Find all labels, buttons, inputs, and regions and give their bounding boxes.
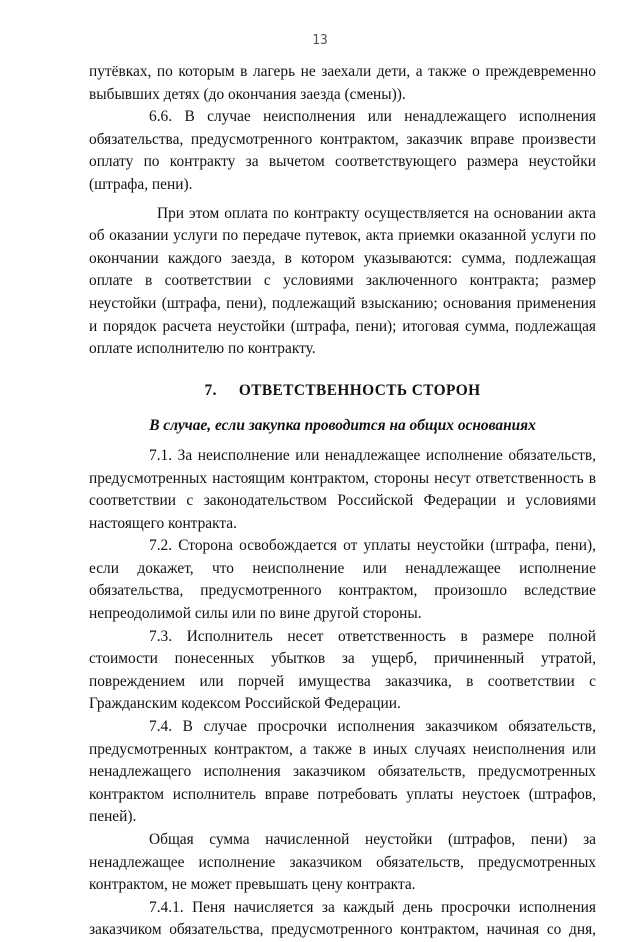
document-body [89, 61, 596, 942]
section-subtitle: В случае, если закупка проводится на общих основаниях [149, 417, 536, 435]
paragraph-7-4-total: Общая сумма начисленной неустойки (штрафов, пени) за ненадлежащее исполнение заказчиком обязательств, предусмотренных контрактом, не может превышать цену контракта. [89, 831, 596, 894]
paragraph-7-4: 7.4. В случае просрочки исполнения заказчиком обязательств, предусмотренных контрактом, а также в иных случаях неисполнения или ненадлежащего исполнения заказчиком обязательств, предусмотренных контрактом исполнитель вправе потребовать уплаты неустоек (штрафов, пеней). [89, 718, 596, 826]
page-number: 13 [312, 33, 328, 48]
paragraph-continuation: путёвках, по которым в лагерь не заехали дети, а также о преждевременно выбывших детях (до окончания заезда (смены)). [89, 63, 596, 103]
paragraph-6-6: 6.6. В случае неисполнения или ненадлежащего исполнения обязательства, предусмотренного контрактом, заказчик вправе произвести оплату по контракту за вычетом соответствующего размера неустойки (штрафа, пени). [89, 108, 596, 193]
paragraph-7-2: 7.2. Сторона освобождается от уплаты неустойки (штрафа, пени), если докажет, что неисполнение или ненадлежащее исполнение обязательства, предусмотренного контрактом, произошло вследствие непреодолимой силы или по вине другой стороны. [89, 537, 596, 623]
paragraph-7-1: 7.1. За неисполнение или ненадлежащее исполнение обязательств, предусмотренных настоящим контрактом, стороны несут ответственность в соответствии с законодательством Российской Федерации и условиями настоящего контракта. [89, 446, 596, 532]
section-title: ОТВЕТСТВЕННОСТЬ СТОРОН [238, 381, 481, 399]
section-heading [89, 380, 596, 403]
section-number: 7. [204, 381, 217, 399]
paragraph-payment-basis: При этом оплата по контракту осуществляется на основании акта об оказании услуги по передаче путевок, акта приемки оказанной услуги по окончании каждого заезда, в котором указываются: сумма, подлежащая оплате в соответствии с условиями заключенного контракта; размер неустойки (штрафа, пени), подлежащий взысканию; основания применения и порядок расчета неустойки (штрафа, пени); итоговая сумма, подлежащая оплате исполнителю по контракту. [89, 204, 596, 358]
paragraph-7-3: 7.3. Исполнитель несет ответственность в размере полной стоимости понесенных убытков за ущерб, причиненный утратой, повреждением или порчей имущества заказчика, в соответствии с Гражданским кодексом Российской Федерации. [89, 627, 596, 713]
paragraph-7-4-1: 7.4.1. Пеня начисляется за каждый день просрочки исполнения заказчиком обязательства, предусмотренного контрактом, начиная со дня, [89, 898, 596, 939]
